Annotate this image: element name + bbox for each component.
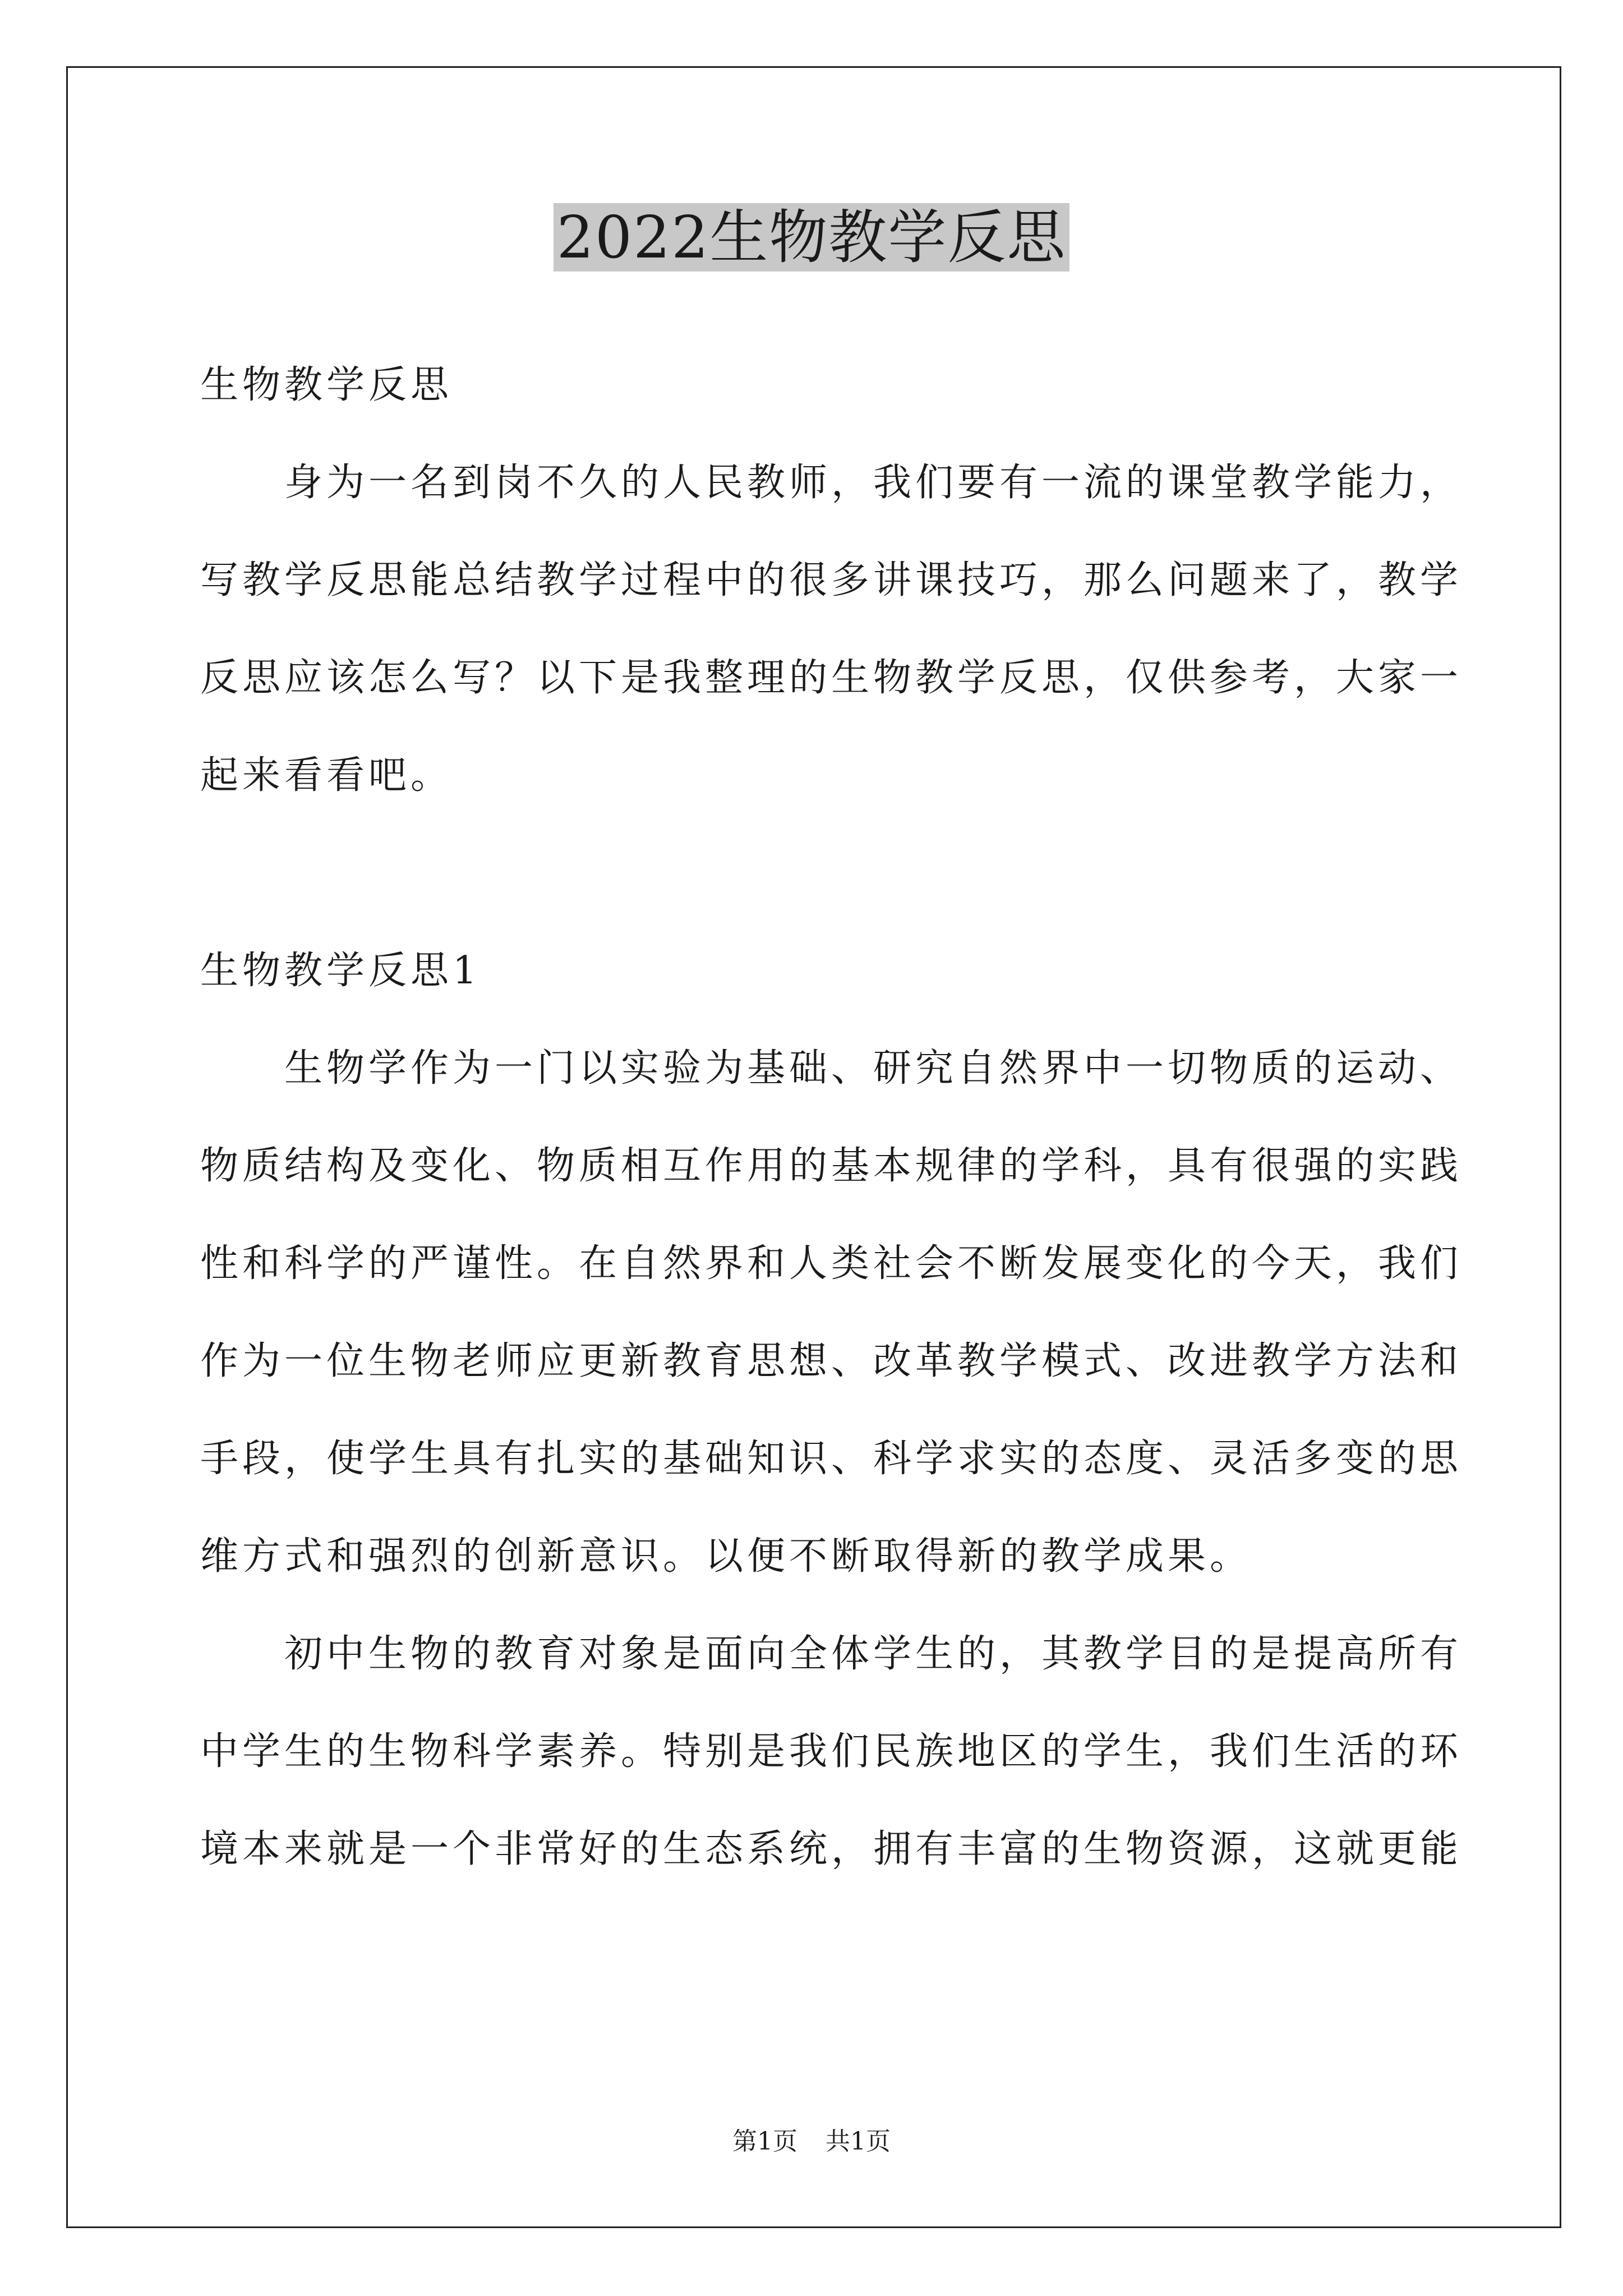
paragraph-line: 维方式和强烈的创新意识。以便不断取得新的教学成果。 xyxy=(200,1534,1252,1579)
paragraph-line: 反思应该怎么写？以下是我整理的生物教学反思，仅供参考，大家一 xyxy=(200,656,1463,700)
paragraph-line: 初中生物的教育对象是面向全体学生的，其教学目的是提高所有 xyxy=(200,1632,1463,1676)
paragraph-line: 起来看看吧。 xyxy=(200,753,453,798)
page-total: 共1页 xyxy=(826,2127,891,2156)
paragraph-line: 身为一名到岗不久的人民教师，我们要有一流的课堂教学能力， xyxy=(200,461,1463,505)
blank-line xyxy=(200,825,1434,922)
paragraph-line: 性和科学的严谨性。在自然界和人类社会不断发展变化的今天，我们 xyxy=(200,1241,1463,1286)
paragraph-line: 写教学反思能总结教学过程中的很多讲课技巧，那么问题来了，教学 xyxy=(200,558,1463,602)
paragraph-line: 境本来就是一个非常好的生态系统，拥有丰富的生物资源，这就更能 xyxy=(200,1827,1463,1871)
paragraph-line: 生物学作为一门以实验为基础、研究自然界中一切物质的运动、 xyxy=(200,1046,1463,1091)
document-title xyxy=(0,199,1623,275)
document-body xyxy=(200,337,1463,1898)
paragraph-line: 物质结构及变化、物质相互作用的基本规律的学科，具有很强的实践 xyxy=(200,1144,1463,1188)
document-title-text: 2022生物教学反思 xyxy=(554,203,1070,272)
section-heading: 生物教学反思 xyxy=(200,363,453,407)
paragraph-line: 中学生的生物科学素养。特别是我们民族地区的学生，我们生活的环 xyxy=(200,1729,1463,1774)
paragraph-line: 手段，使学生具有扎实的基础知识、科学求实的态度、灵活多变的思 xyxy=(200,1437,1463,1481)
page-footer xyxy=(0,2125,1623,2159)
section-heading: 生物教学反思1 xyxy=(200,949,481,993)
page-number: 第1页 xyxy=(732,2127,797,2156)
paragraph-line: 作为一位生物老师应更新教育思想、改革教学模式、改进教学方法和 xyxy=(200,1339,1463,1383)
